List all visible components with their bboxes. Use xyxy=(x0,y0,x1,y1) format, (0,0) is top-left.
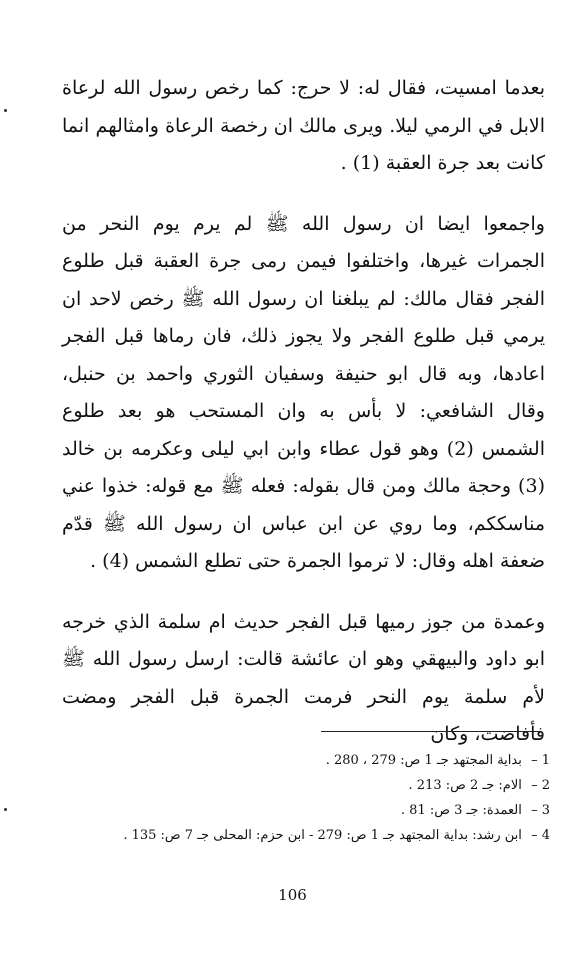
footnote-number: 1 – xyxy=(531,753,550,768)
footnote-number: 4 – xyxy=(531,828,550,843)
footnote-item xyxy=(62,748,550,773)
footnote-item xyxy=(62,773,550,798)
footnote-item xyxy=(62,798,550,823)
footnote-text: العمدة: جـ 3 ص: 81 . xyxy=(400,803,522,818)
main-text xyxy=(62,70,545,754)
footnote-text: الام: جـ 2 ص: 213 . xyxy=(408,778,522,793)
scan-speck xyxy=(4,808,7,811)
page-number: 106 xyxy=(278,886,307,904)
footnote-number: 3 – xyxy=(531,803,550,818)
footnotes xyxy=(62,748,550,848)
footnote-text: بداية المجتهد جـ 1 ص: 279 ، 280 . xyxy=(325,753,522,768)
paragraph-3: وعمدة من جوز رميها قبل الفجر حديث ام سلمة الذي خرجه ابو داود والبيهقي وهو ان عائشة قالت: ارسل رسول الله ﷺ لأم سلمة يوم النحر فرمت الجمرة قبل الفجر ومضت فأفاضت، وكان xyxy=(62,610,545,745)
footnote-number: 2 – xyxy=(531,778,550,793)
paragraph-1: بعدما امسيت، فقال له: لا حرج: كما رخص رسول الله لرعاة الابل في الرمي ليلا. ويرى مالك ان رخصة الرعاة وامثالهم انما كانت بعد جرة العقبة (1) . xyxy=(62,77,545,174)
footnote-item xyxy=(62,823,550,848)
footnote-separator xyxy=(321,731,541,732)
scan-speck xyxy=(4,109,7,112)
footnote-text: ابن رشد: بداية المجتهد جـ 1 ص: 279 - ابن حزم: المحلى جـ 7 ص: 135 . xyxy=(123,828,522,843)
paragraph-2: واجمعوا ايضا ان رسول الله ﷺ لم يرم يوم النحر من الجمرات غيرها، واختلفوا فيمن رمى جرة العقبة قبل طلوع الفجر فقال مالك: لم يبلغنا ان رسول الله ﷺ رخص لاحد ان يرمي قبل طلوع الفجر ولا يجوز ذلك، فان رماها قبل الفجر اعادها، وبه قال ابو حنيفة وسفيان الثوري واحمد بن حنبل، وقال الشافعي: لا بأس به وان المستحب هو بعد طلوع الشمس (2) وهو قول عطاء وابن ابي ليلى وعكرمه بن خالد (3) وحجة مالك ومن قال بقوله: فعله ﷺ مع قوله: خذوا عني مناسككم، وما روي عن ابن عباس ان رسول الله ﷺ قدّم ضعفة اهله وقال: لا ترموا الجمرة حتى تطلع الشمس (4) . xyxy=(62,212,545,572)
